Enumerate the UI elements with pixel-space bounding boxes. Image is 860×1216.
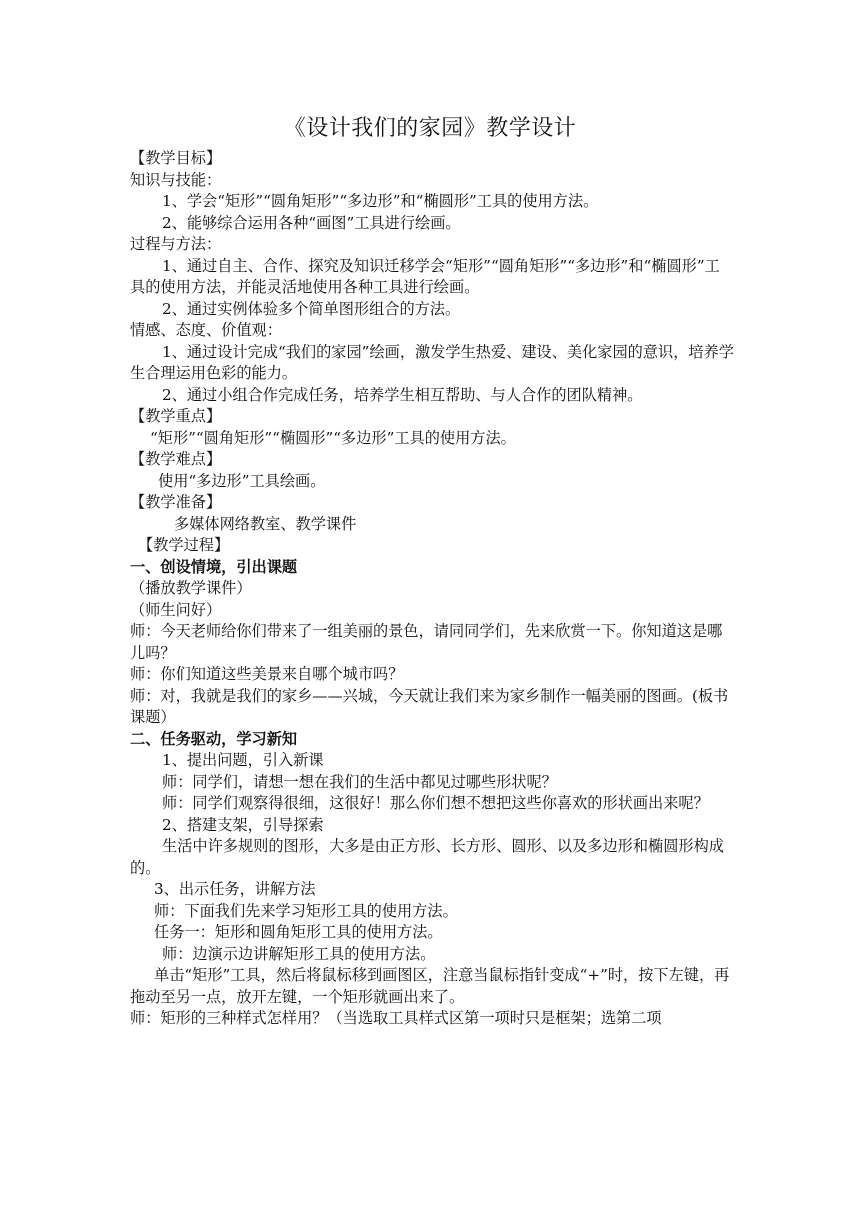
paragraph: 单击“矩形”工具，然后将鼠标移到画图区，注意当鼠标指针变成“+”时，按下左键，再拖动至另一点，放开左键，一个矩形就画出来了。 (130, 966, 730, 1006)
section-heading-part-two: 二、任务驱动，学习新知 (130, 729, 298, 748)
paragraph: 1、通过设计完成“我们的家园”绘画，激发学生热爱、建设、美化家园的意识，培养学生合理运用色彩的能力。 (130, 342, 734, 382)
paragraph: （播放教学课件） (130, 579, 252, 597)
paragraph: 多媒体网络教室、教学课件 (174, 514, 357, 533)
section-heading-part-one: 一、创设情境，引出课题 (130, 557, 298, 576)
section-heading-preparation: 【教学准备】 (130, 493, 222, 511)
paragraph: 使用“多边形”工具绘画。 (158, 471, 326, 490)
paragraph: 2、能够综合运用各种“画图”工具进行绘画。 (162, 213, 461, 232)
document-body (130, 148, 734, 1030)
paragraph: 3、出示任务，讲解方法 (154, 880, 316, 898)
paragraph: 2、通过实例体验多个简单图形组合的方法。 (162, 299, 461, 318)
paragraph: 师：同学们，请想一想在我们的生活中都见过哪些形状呢？ (162, 772, 557, 791)
paragraph: 任务一：矩形和圆角矩形工具的使用方法。 (154, 923, 443, 941)
paragraph: 生活中许多规则的图形，大多是由正方形、长方形、圆形、以及多边形和椭圆形构成的。 (130, 837, 724, 877)
paragraph: 1、通过自主、合作、探究及知识迁移学会“矩形”“圆角矩形”“多边形”和“椭圆形”工具的使用方法，并能灵活地使用各种工具进行绘画。 (130, 256, 720, 296)
section-heading-objectives: 【教学目标】 (130, 149, 222, 167)
paragraph: 1、提出问题，引入新课 (162, 751, 324, 769)
paragraph: 师：矩形的三种样式怎样用？（当选取工具样式区第一项时只是框架；选第二项 (130, 1009, 662, 1027)
paragraph: 1、学会“矩形”“圆角矩形”“多边形”和“椭圆形”工具的使用方法。 (162, 192, 599, 210)
section-heading-difficulties: 【教学难点】 (130, 450, 222, 468)
paragraph: 师：对，我就是我们的家乡——兴城，今天就让我们来为家乡制作一幅美丽的图画。(板书课题） (130, 686, 729, 726)
subheading-process-methods: 过程与方法： (130, 235, 222, 253)
paragraph: 2、通过小组合作完成任务，培养学生相互帮助、与人合作的团队精神。 (162, 385, 643, 404)
paragraph: 2、搭建支架，引导探索 (162, 815, 324, 834)
paragraph: 师：今天老师给你们带来了一组美丽的景色，请同同学们，先来欣赏一下。你知道这是哪儿吗？ (130, 622, 723, 662)
paragraph: 师：同学们观察得很细，这很好！那么你们想不想把这些你喜欢的形状画出来呢？ (162, 794, 709, 812)
paragraph: “矩形”“圆角矩形”“椭圆形”“多边形”工具的使用方法。 (150, 428, 516, 447)
paragraph: （师生问好） (130, 600, 222, 619)
document-title: 《设计我们的家园》教学设计 (283, 116, 577, 141)
paragraph: 师：你们知道这些美景来自哪个城市吗？ (130, 665, 404, 683)
section-heading-process: 【教学过程】 (138, 536, 230, 554)
subheading-knowledge-skills: 知识与技能： (130, 170, 222, 189)
paragraph: 师：边演示边讲解矩形工具的使用方法。 (162, 944, 436, 963)
paragraph: 师：下面我们先来学习矩形工具的使用方法。 (154, 901, 458, 920)
section-heading-key-points: 【教学重点】 (130, 407, 222, 425)
subheading-attitudes-values: 情感、态度、价值观： (130, 321, 282, 339)
